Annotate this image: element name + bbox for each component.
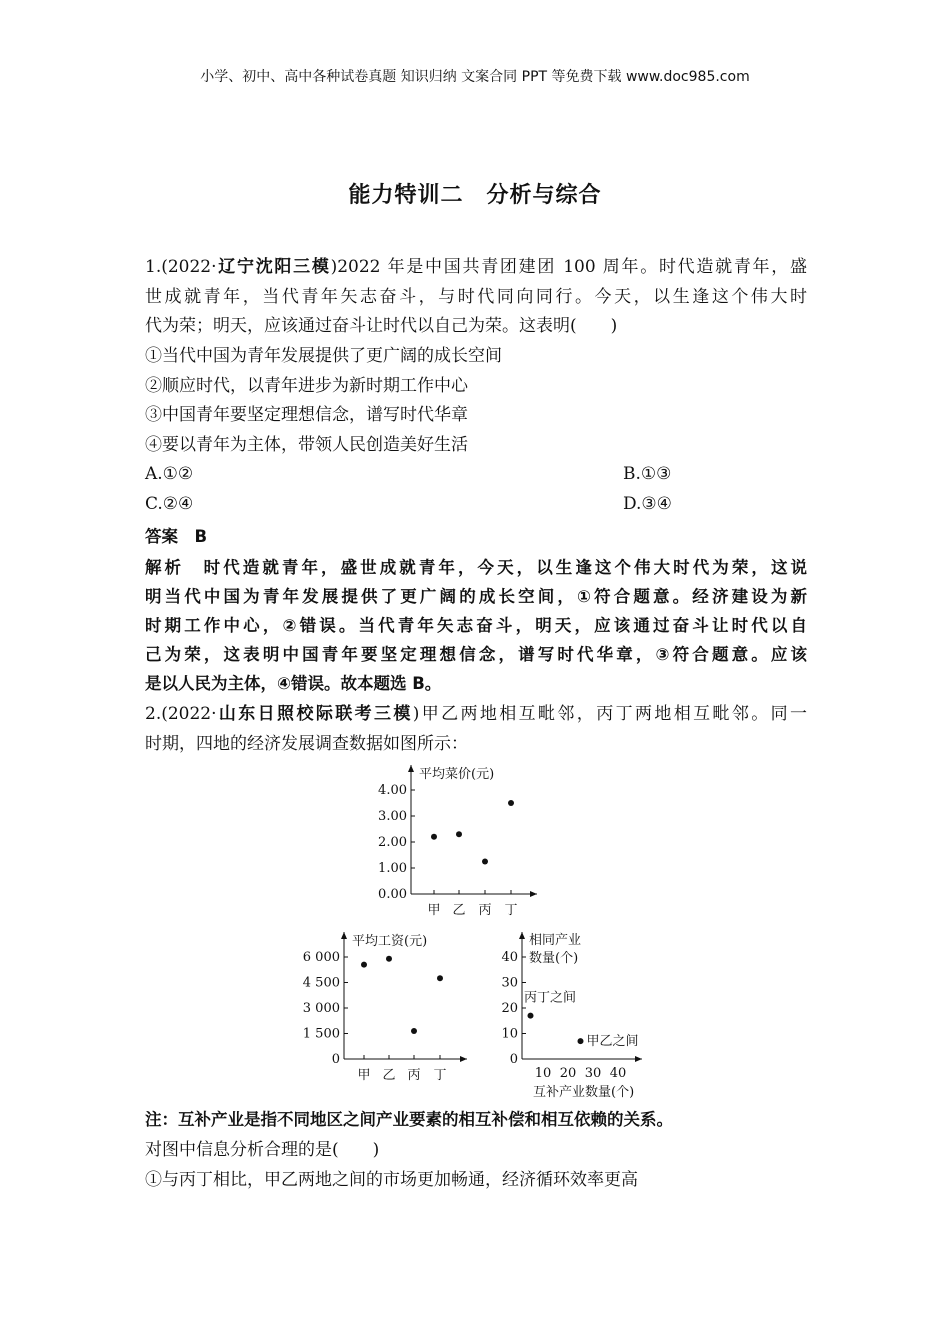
- q1-line: 1.(2022·辽宁沈阳三模)2022 年是中国共青团建团 100 周年。时代造就青年，盛: [145, 257, 807, 277]
- wage-chart-x-arrow-icon: [460, 1056, 467, 1062]
- veg-price-chart-y-tick-label: 0.00: [378, 887, 407, 902]
- industry-chart-x-tick-label: 10: [534, 1066, 552, 1081]
- wage-chart-x-tick-label: 甲: [357, 1068, 371, 1083]
- veg-price-chart-point: [508, 800, 514, 806]
- industry-chart-y-tick-label: 0: [509, 1052, 518, 1067]
- wage-chart-y-tick-label: 6 000: [302, 950, 340, 965]
- q2-stem: 对图中信息分析合理的是( ): [145, 1140, 380, 1160]
- q2-text: 甲乙两地相互毗邻，丙丁两地相互毗邻。同一: [419, 704, 808, 724]
- veg-price-chart-y-arrow-icon: [408, 765, 414, 772]
- q2-line: 2.(2022·山东日照校际联考三模)甲乙两地相互毗邻，丙丁两地相互毗邻。同一: [145, 704, 808, 724]
- veg-price-chart-y-tick-label: 4.00: [378, 783, 407, 798]
- veg-price-chart-y-tick-label: 1.00: [378, 861, 407, 876]
- wage-chart-x-tick-label: 乙: [382, 1068, 396, 1083]
- q1-analysis: 解析 时代造就青年，盛世成就青年，今天，以生逢这个伟大时代为荣，这说: [145, 558, 807, 577]
- q2-statement: ①与丙丁相比，甲乙两地之间的市场更加畅通，经济循环效率更高: [145, 1170, 638, 1190]
- veg-price-chart-y-label: 平均菜价(元): [419, 767, 495, 782]
- option-d: D.③④: [623, 494, 672, 514]
- veg-price-chart-x-tick-label: 丙: [478, 903, 492, 918]
- q1-line: 代为荣；明天，应该通过奋斗让时代以自己为荣。这表明( ): [145, 316, 618, 336]
- industry-chart-y-arrow-icon: [519, 932, 525, 939]
- q1-statement: ①当代中国为青年发展提供了更广阔的成长空间: [145, 346, 502, 366]
- industry-chart-y-tick-label: 30: [501, 975, 518, 991]
- wage-chart-x-tick-label: 丙: [407, 1068, 421, 1083]
- q2-number: 2.(2022·: [145, 704, 217, 724]
- veg-price-chart-x-tick-label: 乙: [452, 903, 466, 918]
- wage-chart-point: [437, 975, 443, 981]
- veg-price-chart-x-tick-label: 甲: [427, 903, 441, 918]
- industry-chart-point-label: 甲乙之间: [586, 1034, 639, 1050]
- q1-analysis: 是以人民为主体，④错误。故本题选 B。: [145, 674, 442, 693]
- wage-chart-x-tick-label: 丁: [433, 1068, 447, 1083]
- page-header: 小学、初中、高中各种试卷真题 知识归纳 文案合同 PPT 等免费下载 www.doc985.com: [200, 69, 750, 85]
- option-c: C.②④: [145, 494, 194, 514]
- industry-chart-point-label: 丙丁之间: [524, 990, 577, 1006]
- wage-chart-y-tick-label: 0: [331, 1052, 340, 1067]
- wage-chart-y-label: 平均工资(元): [352, 934, 428, 949]
- veg-price-chart-point: [431, 834, 437, 840]
- industry-chart-x-tick-label: 20: [559, 1066, 577, 1081]
- q1-source: 辽宁沈阳三模: [216, 257, 331, 277]
- wage-chart-y-tick-label: 4 500: [302, 975, 340, 991]
- q2-source: 山东日照校际联考三模: [216, 704, 413, 724]
- wage-chart-y-arrow-icon: [341, 932, 347, 939]
- q2-note: 注：互补产业是指不同地区之间产业要素的相互补偿和相互依赖的关系。: [145, 1110, 673, 1129]
- q1-answer: 答案 B: [145, 527, 208, 546]
- q1-statement: ②顺应时代，以青年进步为新时期工作中心: [145, 376, 468, 396]
- industry-chart-y-tick-label: 40: [501, 950, 518, 965]
- industry-chart-y-label: 数量(个): [529, 951, 579, 966]
- veg-price-chart-point: [482, 859, 488, 865]
- q1-text: 2022 年是中国共青团建团 100 周年。时代造就青年，盛: [337, 257, 807, 277]
- industry-chart-x-arrow-icon: [635, 1056, 642, 1062]
- wage-chart-point: [361, 962, 367, 968]
- page-title: 能力特训二 分析与综合: [348, 183, 602, 208]
- industry-chart-x-tick-label: 40: [609, 1066, 627, 1081]
- q1-statement: ③中国青年要坚定理想信念，谱写时代华章: [145, 405, 468, 425]
- wage-chart-y-tick-label: 3 000: [302, 1001, 340, 1016]
- industry-chart-point: [528, 1013, 534, 1019]
- wage-chart-y-tick-label: 1 500: [302, 1026, 340, 1042]
- industry-chart-point: [578, 1038, 584, 1044]
- industry-chart-x-tick-label: 30: [584, 1066, 602, 1081]
- wage-chart-point: [386, 956, 392, 962]
- q1-line: 世成就青年，当代青年矢志奋斗，与时代同向同行。今天，以生逢这个伟大时: [145, 287, 807, 307]
- veg-price-chart-x-tick-label: 丁: [504, 903, 518, 918]
- industry-chart-x-label: 互补产业数量(个): [533, 1085, 635, 1100]
- q1-analysis: 时期工作中心，②错误。当代青年矢志奋斗，明天，应该通过奋斗让时代以自: [145, 616, 807, 635]
- industry-chart-y-label: 相同产业: [529, 933, 582, 948]
- q1-analysis: 己为荣，这表明中国青年要坚定理想信念，谱写时代华章，③符合题意。应该: [145, 645, 807, 664]
- veg-price-chart-point: [456, 831, 462, 837]
- q1-statement: ④要以青年为主体，带领人民创造美好生活: [145, 435, 468, 455]
- industry-chart-y-tick-label: 10: [501, 1026, 518, 1042]
- veg-price-chart-y-tick-label: 3.00: [378, 809, 407, 824]
- q2-line: 时期，四地的经济发展调查数据如图所示：: [145, 734, 468, 754]
- q1-analysis: 明当代中国为青年发展提供了更广阔的成长空间，①符合题意。经济建设为新: [145, 587, 807, 606]
- option-b: B.①③: [623, 464, 672, 484]
- wage-chart-point: [411, 1028, 417, 1034]
- veg-price-chart-y-tick-label: 2.00: [378, 835, 407, 850]
- industry-chart-y-tick-label: 20: [501, 1001, 518, 1016]
- veg-price-chart-x-arrow-icon: [530, 891, 537, 897]
- option-a: A.①②: [145, 464, 194, 484]
- q1-number: 1.(2022·: [145, 257, 217, 277]
